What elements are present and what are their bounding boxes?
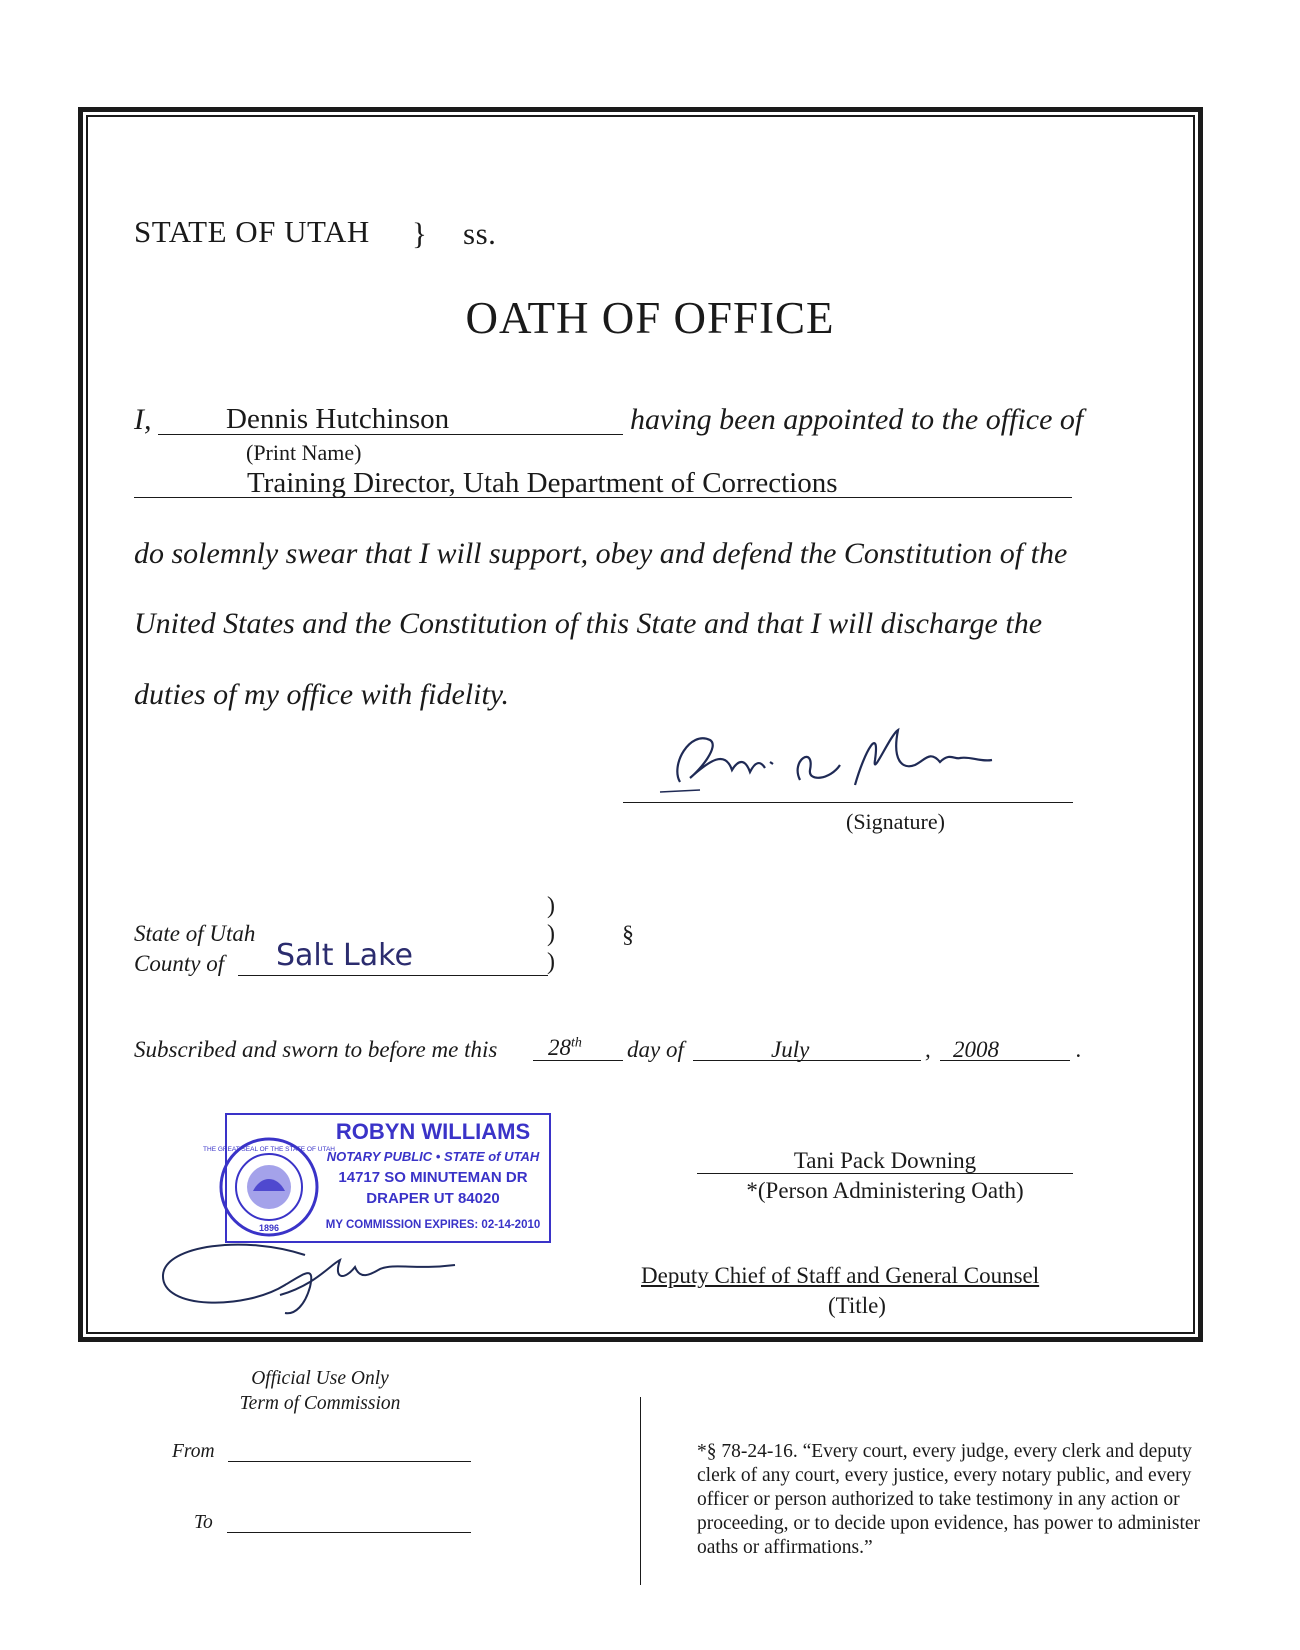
signature-line — [623, 802, 1073, 803]
sworn-day-of: day of — [627, 1037, 684, 1062]
sworn-comma: , — [925, 1037, 931, 1062]
state-seal-icon — [203, 1135, 335, 1239]
to-line[interactable] — [227, 1532, 471, 1533]
stamp-line-4: MY COMMISSION EXPIRES: 02-14-2010 — [325, 1219, 541, 1231]
oath-line-3: duties of my office with fidelity. — [134, 678, 509, 711]
official-signature — [640, 710, 1040, 800]
administrator-name: Tani Pack Downing — [793, 1148, 977, 1173]
notary-stamp — [203, 1113, 551, 1243]
title-caption: (Title) — [828, 1293, 886, 1318]
print-name-caption: (Print Name) — [246, 440, 362, 465]
ss-abbrev: ss. — [463, 216, 497, 251]
to-label: To — [194, 1512, 213, 1533]
from-label: From — [172, 1441, 215, 1462]
svg-text:1896: 1896 — [258, 1223, 280, 1233]
page-title: OATH OF OFFICE — [465, 293, 835, 343]
oath-line-1: do solemnly swear that I will support, obey and defend the Constitution of the — [134, 537, 1068, 570]
administrator-caption: *(Person Administering Oath) — [746, 1178, 1024, 1203]
venue-state: State of Utah — [134, 921, 256, 946]
footnote: *§ 78-24-16. “Every court, every judge, every clerk and deputy clerk of any court, every justice, every notary public, and every officer or person authorized to take testimony in any action or proceeding, or to decide upon evidence, has power to administer oaths or affirmations.” — [697, 1441, 1201, 1558]
section-symbol: § — [622, 922, 634, 948]
county-value: Salt Lake — [276, 938, 413, 973]
venue-paren-1: ) — [547, 893, 555, 919]
column-divider — [640, 1397, 641, 1585]
state-heading: STATE OF UTAH — [134, 214, 370, 249]
brace: } — [412, 216, 428, 251]
stamp-line-3: DRAPER UT 84020 — [366, 1190, 500, 1207]
signature-caption: (Signature) — [846, 809, 945, 834]
venue-county-label: County of — [134, 951, 225, 976]
oath-line-2: United States and the Constitution of this State and that I will discharge the — [134, 607, 1043, 640]
official-use-heading: Official Use Only — [251, 1368, 389, 1389]
venue-paren-2: ) — [547, 921, 555, 947]
stamp-line-2: 14717 SO MINUTEMAN DR — [338, 1169, 528, 1186]
term-heading: Term of Commission — [239, 1393, 401, 1414]
from-line[interactable] — [228, 1461, 471, 1462]
sworn-month: July — [771, 1037, 810, 1062]
stamp-name: ROBYN WILLIAMS — [335, 1119, 531, 1144]
venue-paren-3: ) — [547, 949, 555, 975]
svg-text:THE GREAT SEAL OF THE STATE OF: THE GREAT SEAL OF THE STATE OF UTAH — [203, 1146, 335, 1153]
stamp-line-1: NOTARY PUBLIC • STATE of UTAH — [326, 1149, 540, 1164]
county-line — [238, 975, 548, 976]
oath-name: Dennis Hutchinson — [226, 403, 450, 435]
sworn-day: 28th — [548, 1035, 582, 1060]
office-value: Training Director, Utah Department of Corrections — [247, 467, 838, 499]
administrator-title: Deputy Chief of Staff and General Counsel — [641, 1263, 1040, 1288]
sworn-period: . — [1076, 1037, 1082, 1062]
sworn-prefix: Subscribed and sworn to before me this — [134, 1037, 498, 1062]
oath-prefix: I, — [134, 403, 152, 436]
appointed-text: having been appointed to the office of — [630, 403, 1084, 436]
notary-signature — [155, 1225, 495, 1325]
sworn-year: 2008 — [953, 1037, 999, 1062]
